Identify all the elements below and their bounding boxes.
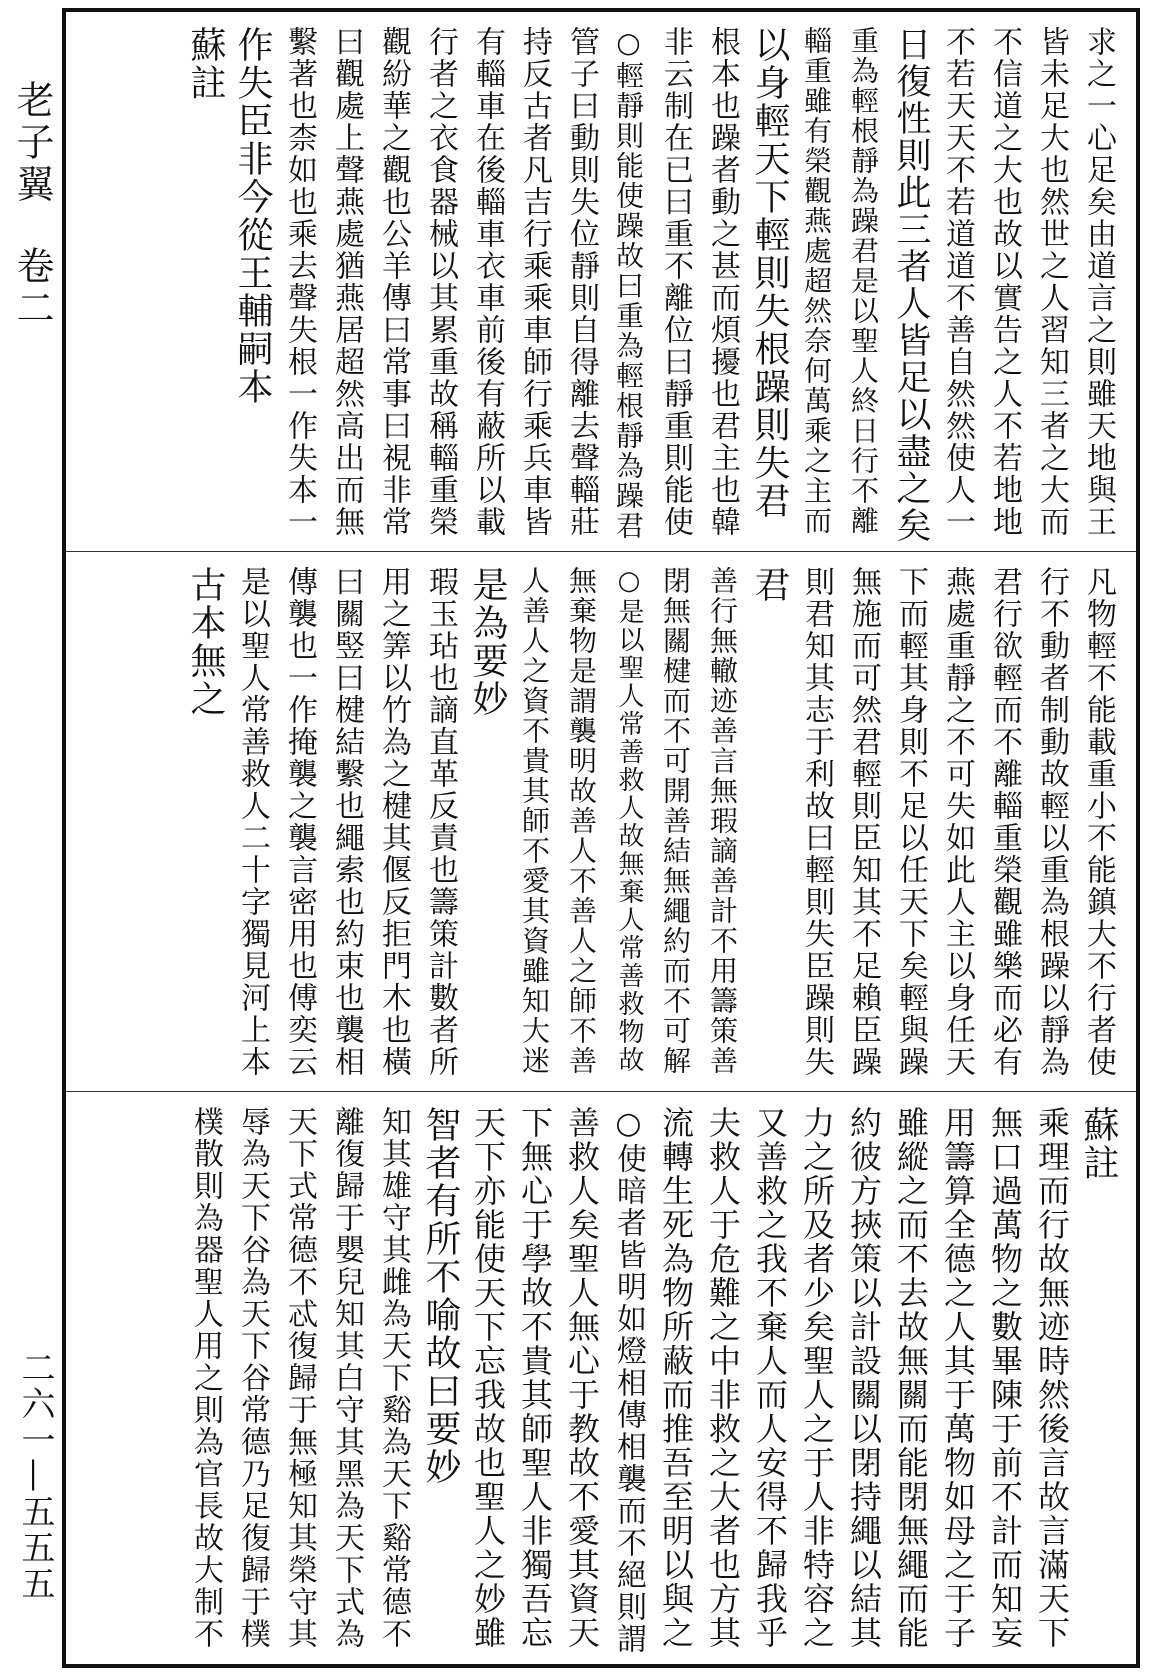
text-column: 古本無之 (185, 566, 226, 718)
text-column: 下而輕其身則不足以任天下矣輕與躁 (893, 566, 928, 1078)
text-column: 繫著也柰如也乘去聲失根一作失本一 (282, 26, 317, 538)
text-column: 不信道之大也故以實告之人不若地地 (987, 26, 1022, 538)
text-column: 蘇註 (185, 26, 226, 102)
panel-bottom (66, 1092, 1136, 1664)
text-column: ○輕靜則能使躁故曰重為輕根靜為躁君 (612, 26, 645, 541)
book-title: 老子翼 (10, 80, 54, 206)
text-column: 皆未足大也然世之人習知三者之大而 (1034, 26, 1069, 538)
text-column: 天下式常德不忒復歸于無極知其榮守其 (282, 1106, 317, 1650)
text-column: 夫救人于危難之中非救之大者也方其 (704, 1106, 742, 1650)
text-column: 辱為天下谷為天下谷常德乃足復歸于樸 (235, 1106, 270, 1650)
text-column: 無施而可然君輕則臣知其不足賴臣躁 (846, 566, 881, 1078)
text-column: 作失臣非今從王輔嗣本 (232, 26, 273, 406)
text-column: 曰關竪曰楗結繫也繩索也約束也襲相 (329, 566, 364, 1078)
text-column: 又善救之我不棄人而人安得不歸我乎 (751, 1106, 789, 1650)
text-column: 燕處重靜之不可失如此人主以身任天 (940, 566, 975, 1078)
text-column: 持反古者凡吉行乘乘車師行乘兵車皆 (517, 26, 552, 538)
text-column: 行者之衣食器械以其累重故稱輜重榮 (423, 26, 458, 538)
text-column: 離復歸于嬰兒知其白守其黑為天下式為 (329, 1106, 364, 1650)
text-column: 無棄物是謂襲明故善人不善人之師不善 (565, 566, 598, 1076)
text-column: 非云制在已曰重不離位曰靜重則能使 (658, 26, 693, 538)
text-column: 求之一心足矣由道言之則雖天地與王 (1081, 26, 1116, 538)
text-column: 天下亦能使天下忘我故也聖人之妙雖 (469, 1106, 507, 1650)
text-columns (80, 566, 1122, 1085)
text-column: 行不動者制動故輕以重為根躁以靜為 (1034, 566, 1069, 1078)
text-column: 用籌算全德之人其于萬物如母之于子 (939, 1106, 977, 1650)
text-column: 力之所及者少矣聖人之于人非特容之 (798, 1106, 836, 1650)
text-column: 重為輕根靜為躁君是以聖人終日行不離 (847, 26, 880, 536)
page-number: 二六一—五五五 (15, 1350, 55, 1602)
text-column: 根本也躁者動之甚而煩擾也君主也韓 (705, 26, 740, 538)
text-column: 以身輕天下輕則失根躁則失君 (749, 26, 790, 520)
text-column: 無口過萬物之數畢陳于前不計而知妄 (986, 1106, 1024, 1650)
volume-label: 卷二 (10, 246, 54, 330)
text-column: 樸散則為器聖人用之則為官長故大制不 (188, 1106, 223, 1650)
text-column: 人善人之資不貴其師不愛其資雖知大迷 (518, 566, 551, 1076)
text-column: 不若天天不若道道不善自然然使人一 (940, 26, 975, 538)
text-column: 乘理而行故無迹時然後言故言滿天下 (1033, 1106, 1071, 1650)
text-column: 傳襲也一作掩襲之襲言密用也傅奕云 (282, 566, 317, 1078)
text-column: 則君知其志于利故曰輕則失臣躁則失 (799, 566, 834, 1078)
text-columns (80, 26, 1122, 545)
text-column: 觀紛華之觀也公羊傳曰常事曰視非常 (376, 26, 411, 538)
text-column: 凡物輕不能載重小不能鎮大不行者使 (1081, 566, 1116, 1078)
text-column: 是以聖人常善救人二十字獨見河上本 (235, 566, 270, 1078)
text-column: 日復性則此三者人皆足以盡之矣 (891, 26, 931, 544)
text-column: 約彼方挾策以計設關以閉持繩以結其 (845, 1106, 883, 1650)
text-column: ○使暗者皆明如燈相傳相襲而不絕則謂 (611, 1106, 646, 1655)
text-column: 智者有所不喻故曰要妙 (420, 1106, 461, 1486)
text-column: 曰觀處上聲燕處猶燕居超然高出而無 (329, 26, 364, 538)
text-column: 君行欲輕而不離輜重榮觀雖樂而必有 (987, 566, 1022, 1078)
text-column: 是為要妙 (467, 566, 508, 718)
margin-book-title (10, 80, 60, 330)
text-columns (80, 1106, 1122, 1658)
text-column: 管子曰動則失位靜則自得離去聲輜莊 (564, 26, 599, 538)
page-frame (62, 8, 1140, 1668)
text-column: 有輜車在後輜車衣車前後有蔽所以載 (470, 26, 505, 538)
text-column: ○是以聖人常善救人故無棄人常善救物故 (614, 566, 644, 1074)
text-column: 流轉生死為物所蔽而推吾至明以與之 (657, 1106, 695, 1650)
text-column: 君 (749, 566, 790, 604)
text-column: 雖縱之而不去故無關而能閉無繩而能 (892, 1106, 930, 1650)
text-column: 知其雄守其雌為天下谿為天下谿常德不 (376, 1106, 411, 1650)
text-column: 善行無轍迹善言無瑕謫善計不用籌策善 (706, 566, 739, 1076)
text-column: 用之筭以竹為之楗其偃反拒門木也橫 (376, 566, 411, 1078)
text-column: 蘇註 (1078, 1106, 1119, 1182)
panel-middle (66, 552, 1136, 1092)
panel-top (66, 12, 1136, 552)
text-column: 瑕玉玷也謫直革反責也籌策計數者所 (423, 566, 458, 1078)
text-column: 下無心于學故不貴其師聖人非獨吾忘 (516, 1106, 554, 1650)
text-column: 善救人矣聖人無心于教故不愛其資天 (563, 1106, 601, 1650)
text-column: 輜重雖有榮觀燕處超然奈何萬乘之主而 (800, 26, 833, 536)
text-column: 閉無關楗而不可開善結無繩約而不可解 (659, 566, 692, 1076)
